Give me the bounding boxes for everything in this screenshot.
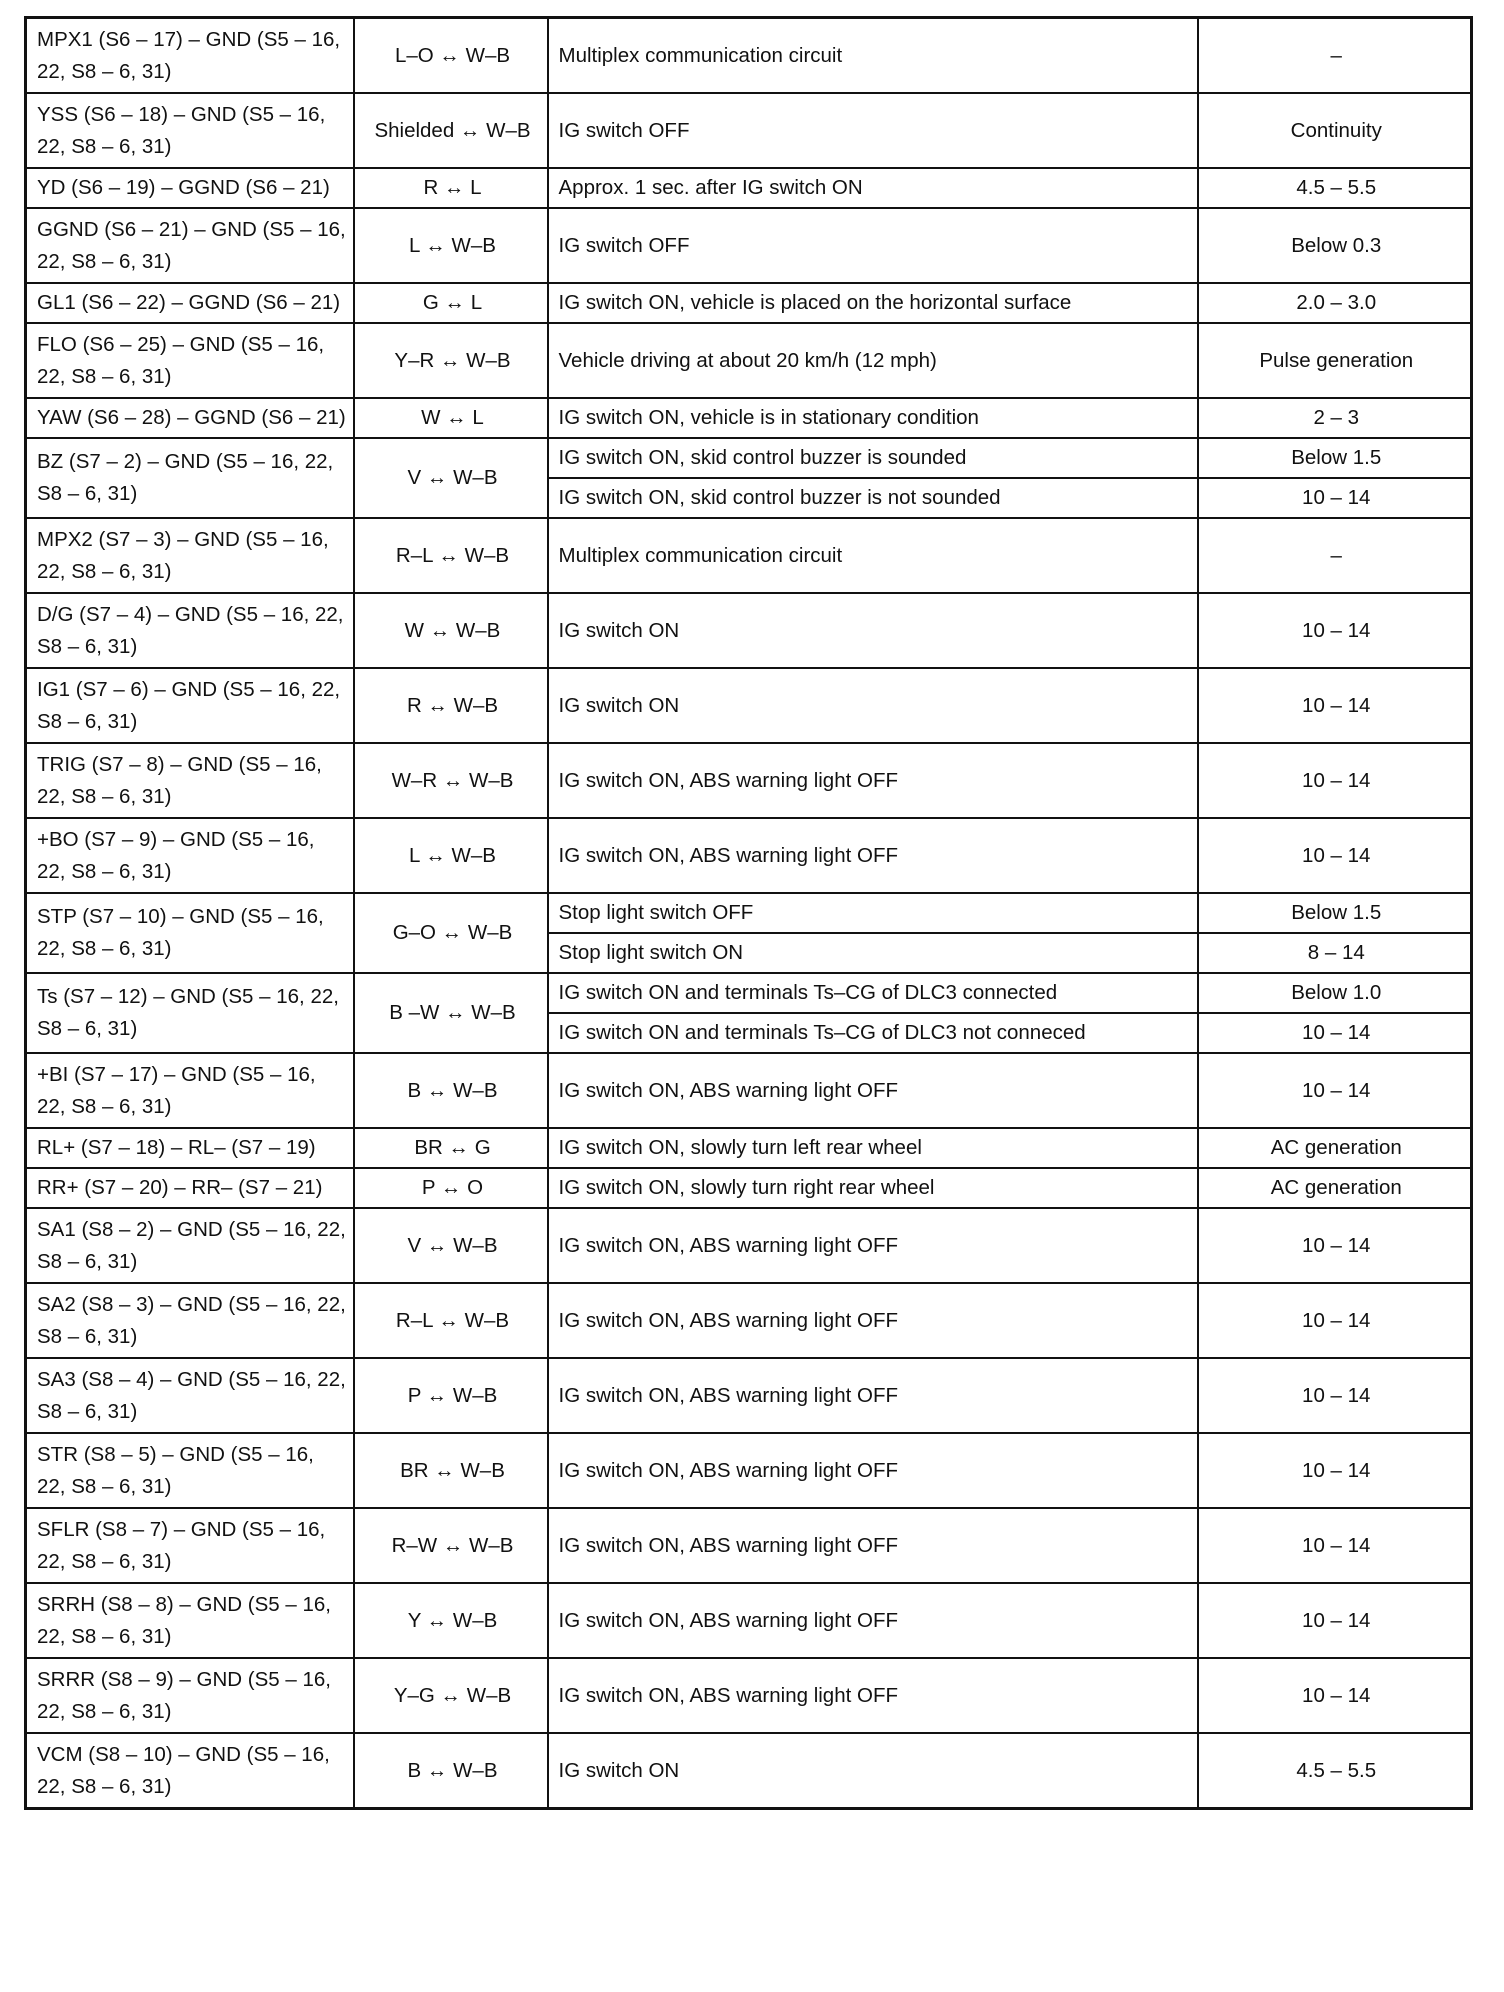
table-row (26, 1208, 1472, 1283)
condition-cell: IG switch ON, vehicle is placed on the horizontal surface (548, 283, 1198, 323)
terminal-cell: +BO (S7 – 9) – GND (S5 – 16, 22, S8 – 6, 31) (26, 818, 354, 893)
wiring-color-cell: B ↔ W–B (354, 1733, 548, 1809)
condition-cell: IG switch ON (548, 593, 1198, 668)
specified-condition-cell: Below 1.5 (1198, 893, 1472, 933)
wiring-color-cell: Y–G ↔ W–B (354, 1658, 548, 1733)
table-row (26, 668, 1472, 743)
wiring-color-cell: V ↔ W–B (354, 1208, 548, 1283)
terminal-cell: IG1 (S7 – 6) – GND (S5 – 16, 22, S8 – 6, 31) (26, 668, 354, 743)
specified-condition-cell: AC generation (1198, 1128, 1472, 1168)
terminal-cell: BZ (S7 – 2) – GND (S5 – 16, 22, S8 – 6, 31) (26, 438, 354, 518)
table-row (26, 518, 1472, 593)
wiring-color-cell: Y ↔ W–B (354, 1583, 548, 1658)
table-row (26, 1433, 1472, 1508)
wiring-color-cell: BR ↔ W–B (354, 1433, 548, 1508)
specified-condition-cell: – (1198, 518, 1472, 593)
table-row (26, 438, 1472, 478)
terminal-cell: FLO (S6 – 25) – GND (S5 – 16, 22, S8 – 6, 31) (26, 323, 354, 398)
wiring-color-cell: L ↔ W–B (354, 818, 548, 893)
specified-condition-cell: 4.5 – 5.5 (1198, 168, 1472, 208)
terminal-cell: SA1 (S8 – 2) – GND (S5 – 16, 22, S8 – 6, 31) (26, 1208, 354, 1283)
condition-cell: IG switch ON, ABS warning light OFF (548, 1583, 1198, 1658)
specified-condition-cell: 10 – 14 (1198, 478, 1472, 518)
condition-cell: Stop light switch OFF (548, 893, 1198, 933)
table-row (26, 1128, 1472, 1168)
wiring-color-cell: G ↔ L (354, 283, 548, 323)
table-row (26, 398, 1472, 438)
wiring-color-cell: R–L ↔ W–B (354, 518, 548, 593)
table-row (26, 818, 1472, 893)
wiring-color-cell: P ↔ W–B (354, 1358, 548, 1433)
terminal-cell: MPX2 (S7 – 3) – GND (S5 – 16, 22, S8 – 6, 31) (26, 518, 354, 593)
specified-condition-cell: 10 – 14 (1198, 1658, 1472, 1733)
specified-condition-cell: 10 – 14 (1198, 593, 1472, 668)
terminal-cell: YAW (S6 – 28) – GGND (S6 – 21) (26, 398, 354, 438)
table-row (26, 893, 1472, 933)
terminal-cell: Ts (S7 – 12) – GND (S5 – 16, 22, S8 – 6, 31) (26, 973, 354, 1053)
condition-cell: IG switch OFF (548, 93, 1198, 168)
terminal-cell: YSS (S6 – 18) – GND (S5 – 16, 22, S8 – 6, 31) (26, 93, 354, 168)
wiring-color-cell: L ↔ W–B (354, 208, 548, 283)
table-row (26, 1168, 1472, 1208)
terminal-cell: GGND (S6 – 21) – GND (S5 – 16, 22, S8 – 6, 31) (26, 208, 354, 283)
wiring-color-cell: L–O ↔ W–B (354, 18, 548, 94)
table-row (26, 1358, 1472, 1433)
terminal-cell: SA2 (S8 – 3) – GND (S5 – 16, 22, S8 – 6, 31) (26, 1283, 354, 1358)
wiring-color-cell: R ↔ L (354, 168, 548, 208)
table-row (26, 973, 1472, 1013)
condition-cell: IG switch ON, ABS warning light OFF (548, 1658, 1198, 1733)
condition-cell: IG switch OFF (548, 208, 1198, 283)
specified-condition-cell: 10 – 14 (1198, 818, 1472, 893)
condition-cell: Stop light switch ON (548, 933, 1198, 973)
specified-condition-cell: 10 – 14 (1198, 1433, 1472, 1508)
specified-condition-cell: 10 – 14 (1198, 1508, 1472, 1583)
terminal-cell: SFLR (S8 – 7) – GND (S5 – 16, 22, S8 – 6, 31) (26, 1508, 354, 1583)
specified-condition-cell: 10 – 14 (1198, 1013, 1472, 1053)
condition-cell: IG switch ON, slowly turn left rear wheel (548, 1128, 1198, 1168)
wiring-color-cell: R–L ↔ W–B (354, 1283, 548, 1358)
table-row (26, 1583, 1472, 1658)
condition-cell: IG switch ON, ABS warning light OFF (548, 1208, 1198, 1283)
terminal-cell: RL+ (S7 – 18) – RL– (S7 – 19) (26, 1128, 354, 1168)
wiring-color-cell: R ↔ W–B (354, 668, 548, 743)
wiring-color-cell: R–W ↔ W–B (354, 1508, 548, 1583)
condition-cell: IG switch ON, skid control buzzer is sounded (548, 438, 1198, 478)
specified-condition-cell: AC generation (1198, 1168, 1472, 1208)
terminal-cell: GL1 (S6 – 22) – GGND (S6 – 21) (26, 283, 354, 323)
wiring-color-cell: V ↔ W–B (354, 438, 548, 518)
wiring-color-cell: B ↔ W–B (354, 1053, 548, 1128)
condition-cell: IG switch ON, skid control buzzer is not sounded (548, 478, 1198, 518)
wiring-color-cell: B –W ↔ W–B (354, 973, 548, 1053)
table-row (26, 18, 1472, 94)
specified-condition-cell: Continuity (1198, 93, 1472, 168)
terminal-cell: TRIG (S7 – 8) – GND (S5 – 16, 22, S8 – 6, 31) (26, 743, 354, 818)
wiring-color-cell: Y–R ↔ W–B (354, 323, 548, 398)
condition-cell: IG switch ON, ABS warning light OFF (548, 743, 1198, 818)
wiring-color-cell: W ↔ W–B (354, 593, 548, 668)
specified-condition-cell: 2.0 – 3.0 (1198, 283, 1472, 323)
specified-condition-cell: Below 0.3 (1198, 208, 1472, 283)
table-row (26, 93, 1472, 168)
specified-condition-cell: 10 – 14 (1198, 1358, 1472, 1433)
condition-cell: IG switch ON (548, 668, 1198, 743)
specified-condition-cell: 10 – 14 (1198, 1283, 1472, 1358)
terminal-cell: YD (S6 – 19) – GGND (S6 – 21) (26, 168, 354, 208)
table-body (26, 18, 1472, 1809)
condition-cell: IG switch ON, ABS warning light OFF (548, 1433, 1198, 1508)
specified-condition-cell: Pulse generation (1198, 323, 1472, 398)
condition-cell: IG switch ON, vehicle is in stationary condition (548, 398, 1198, 438)
wiring-color-cell: Shielded ↔ W–B (354, 93, 548, 168)
terminal-cell: STP (S7 – 10) – GND (S5 – 16, 22, S8 – 6, 31) (26, 893, 354, 973)
condition-cell: IG switch ON, ABS warning light OFF (548, 1283, 1198, 1358)
condition-cell: Approx. 1 sec. after IG switch ON (548, 168, 1198, 208)
specified-condition-cell: Below 1.0 (1198, 973, 1472, 1013)
table-row (26, 283, 1472, 323)
terminal-cell: VCM (S8 – 10) – GND (S5 – 16, 22, S8 – 6, 31) (26, 1733, 354, 1809)
table-row (26, 1658, 1472, 1733)
specified-condition-cell: 2 – 3 (1198, 398, 1472, 438)
terminal-cell: STR (S8 – 5) – GND (S5 – 16, 22, S8 – 6, 31) (26, 1433, 354, 1508)
specified-condition-cell: 10 – 14 (1198, 668, 1472, 743)
table-row (26, 323, 1472, 398)
terminal-cell: +BI (S7 – 17) – GND (S5 – 16, 22, S8 – 6, 31) (26, 1053, 354, 1128)
table-row (26, 1053, 1472, 1128)
specified-condition-cell: 8 – 14 (1198, 933, 1472, 973)
wiring-color-cell: G–O ↔ W–B (354, 893, 548, 973)
terminal-cell: SRRR (S8 – 9) – GND (S5 – 16, 22, S8 – 6, 31) (26, 1658, 354, 1733)
terminal-inspection-table (24, 16, 1473, 1810)
condition-cell: IG switch ON and terminals Ts–CG of DLC3 connected (548, 973, 1198, 1013)
condition-cell: IG switch ON, slowly turn right rear wheel (548, 1168, 1198, 1208)
table-row (26, 743, 1472, 818)
specified-condition-cell: Below 1.5 (1198, 438, 1472, 478)
specified-condition-cell: – (1198, 18, 1472, 94)
table-row (26, 168, 1472, 208)
terminal-cell: RR+ (S7 – 20) – RR– (S7 – 21) (26, 1168, 354, 1208)
wiring-color-cell: W–R ↔ W–B (354, 743, 548, 818)
condition-cell: IG switch ON, ABS warning light OFF (548, 1508, 1198, 1583)
table-row (26, 1733, 1472, 1809)
condition-cell: IG switch ON and terminals Ts–CG of DLC3 not conneced (548, 1013, 1198, 1053)
condition-cell: Multiplex communication circuit (548, 18, 1198, 94)
condition-cell: IG switch ON (548, 1733, 1198, 1809)
condition-cell: IG switch ON, ABS warning light OFF (548, 1053, 1198, 1128)
table-row (26, 1508, 1472, 1583)
specified-condition-cell: 4.5 – 5.5 (1198, 1733, 1472, 1809)
terminal-cell: D/G (S7 – 4) – GND (S5 – 16, 22, S8 – 6, 31) (26, 593, 354, 668)
terminal-cell: MPX1 (S6 – 17) – GND (S5 – 16, 22, S8 – 6, 31) (26, 18, 354, 94)
specified-condition-cell: 10 – 14 (1198, 1583, 1472, 1658)
wiring-color-cell: W ↔ L (354, 398, 548, 438)
terminal-cell: SA3 (S8 – 4) – GND (S5 – 16, 22, S8 – 6, 31) (26, 1358, 354, 1433)
table-row (26, 208, 1472, 283)
specified-condition-cell: 10 – 14 (1198, 743, 1472, 818)
condition-cell: IG switch ON, ABS warning light OFF (548, 818, 1198, 893)
condition-cell: Vehicle driving at about 20 km/h (12 mph) (548, 323, 1198, 398)
specified-condition-cell: 10 – 14 (1198, 1053, 1472, 1128)
condition-cell: IG switch ON, ABS warning light OFF (548, 1358, 1198, 1433)
wiring-color-cell: P ↔ O (354, 1168, 548, 1208)
condition-cell: Multiplex communication circuit (548, 518, 1198, 593)
wiring-color-cell: BR ↔ G (354, 1128, 548, 1168)
terminal-cell: SRRH (S8 – 8) – GND (S5 – 16, 22, S8 – 6, 31) (26, 1583, 354, 1658)
specified-condition-cell: 10 – 14 (1198, 1208, 1472, 1283)
table-row (26, 593, 1472, 668)
terminal-spec-sheet (24, 16, 1470, 1976)
table-row (26, 1283, 1472, 1358)
